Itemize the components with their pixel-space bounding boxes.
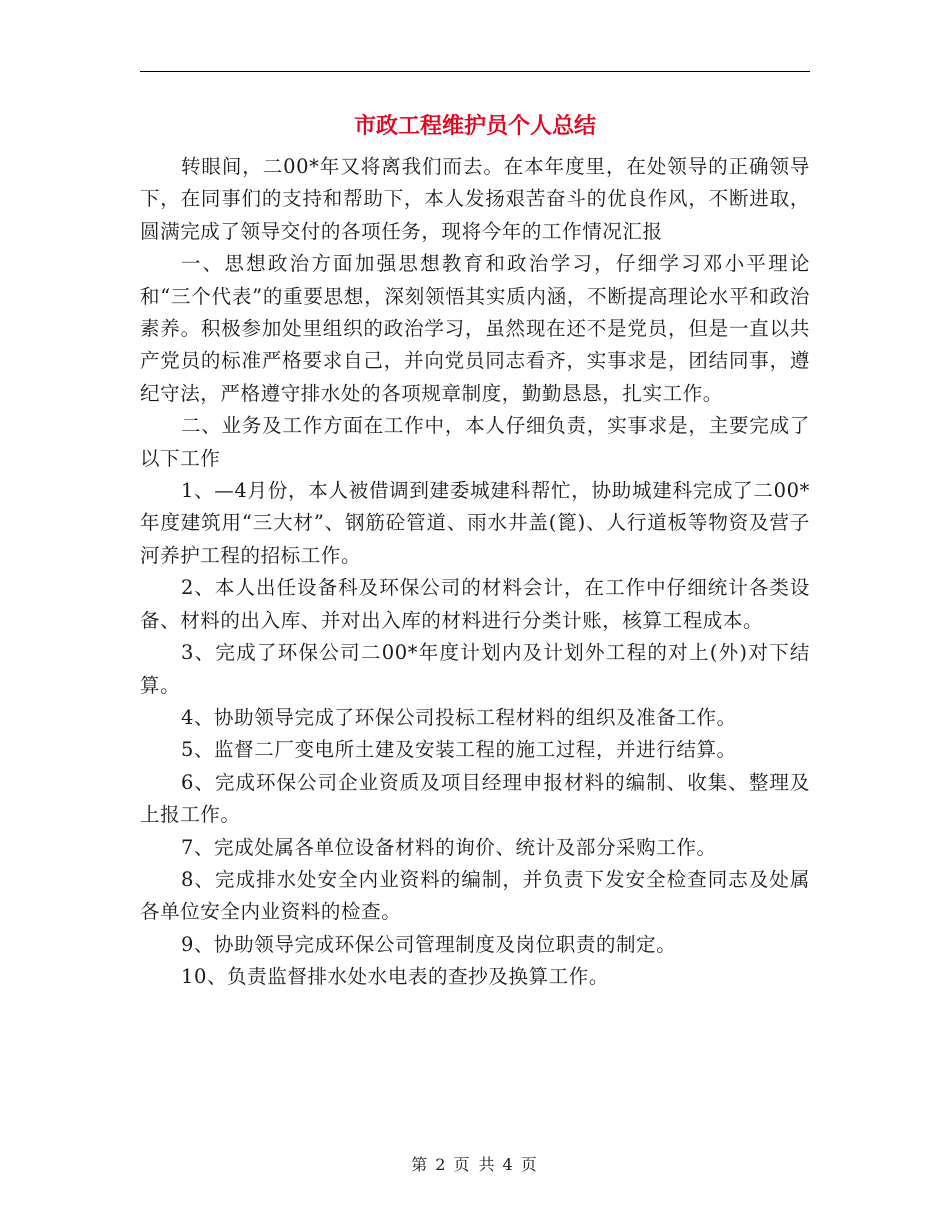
list-item-8: 8、完成排水处安全内业资料的编制，并负责下发安全检查同志及处属各单位安全内业资料的检查。 bbox=[140, 867, 810, 924]
document-body bbox=[140, 151, 810, 994]
paragraph-political: 一、思想政治方面加强思想教育和政治学习，仔细学习邓小平理论和“三个代表”的重要思想，深刻领悟其实质内涵，不断提高理论水平和政治素养。积极参加处里组织的政治学习，虽然现在还不是党员，但是一直以共产党员的标准严格要求自己，并向党员同志看齐，实事求是，团结同事，遵纪守法，严格遵守排水处的各项规章制度，勤勤恳恳，扎实工作。 bbox=[140, 252, 810, 405]
list-item-6: 6、完成环保公司企业资质及项目经理申报材料的编制、收集、整理及上报工作。 bbox=[140, 770, 810, 827]
footer-mid: 页 共 bbox=[453, 1155, 497, 1174]
list-item-9: 9、协助领导完成环保公司管理制度及岗位职责的制定。 bbox=[180, 932, 677, 956]
list-item-5: 5、监督二厂变电所土建及安装工程的施工过程，并进行结算。 bbox=[180, 738, 737, 762]
current-page-number: 2 bbox=[435, 1155, 448, 1174]
list-item-2: 2、本人出任设备科及环保公司的材料会计，在工作中仔细统计各类设备、材料的出入库、并对出入库的材料进行分类计账，核算工程成本。 bbox=[140, 576, 810, 632]
footer-suffix: 页 bbox=[520, 1155, 539, 1174]
header-rule bbox=[140, 71, 810, 72]
document-title: 市政工程维护员个人总结 bbox=[353, 113, 596, 139]
paragraph-intro: 转眼间，二00*年又将离我们而去。在本年度里，在处领导的正确领导下，在同事们的支持和帮助下，本人发扬艰苦奋斗的优良作风，不断进取，圆满完成了领导交付的各项任务，现将今年的工作情况汇报 bbox=[140, 155, 810, 243]
list-item-7: 7、完成处属各单位设备材料的询价、统计及部分采购工作。 bbox=[180, 835, 717, 859]
footer-prefix: 第 bbox=[411, 1155, 430, 1174]
paragraph-business: 二、业务及工作方面在工作中，本人仔细负责，实事求是，主要完成了以下工作 bbox=[140, 414, 810, 470]
page-footer bbox=[0, 1152, 950, 1175]
list-item-10: 10、负责监督排水处水电表的查抄及换算工作。 bbox=[180, 965, 609, 989]
list-item-1: 1、—4月份，本人被借调到建委城建科帮忙，协助城建科完成了二00*年度建筑用“三大材”、钢筋砼管道、雨水井盖(篦)、人行道板等物资及营子河养护工程的招标工作。 bbox=[140, 479, 810, 567]
list-item-3: 3、完成了环保公司二00*年度计划内及计划外工程的对上(外)对下结算。 bbox=[140, 641, 810, 697]
total-pages-number: 4 bbox=[502, 1155, 515, 1174]
list-item-4: 4、协助领导完成了环保公司投标工程材料的组织及准备工作。 bbox=[180, 705, 737, 729]
